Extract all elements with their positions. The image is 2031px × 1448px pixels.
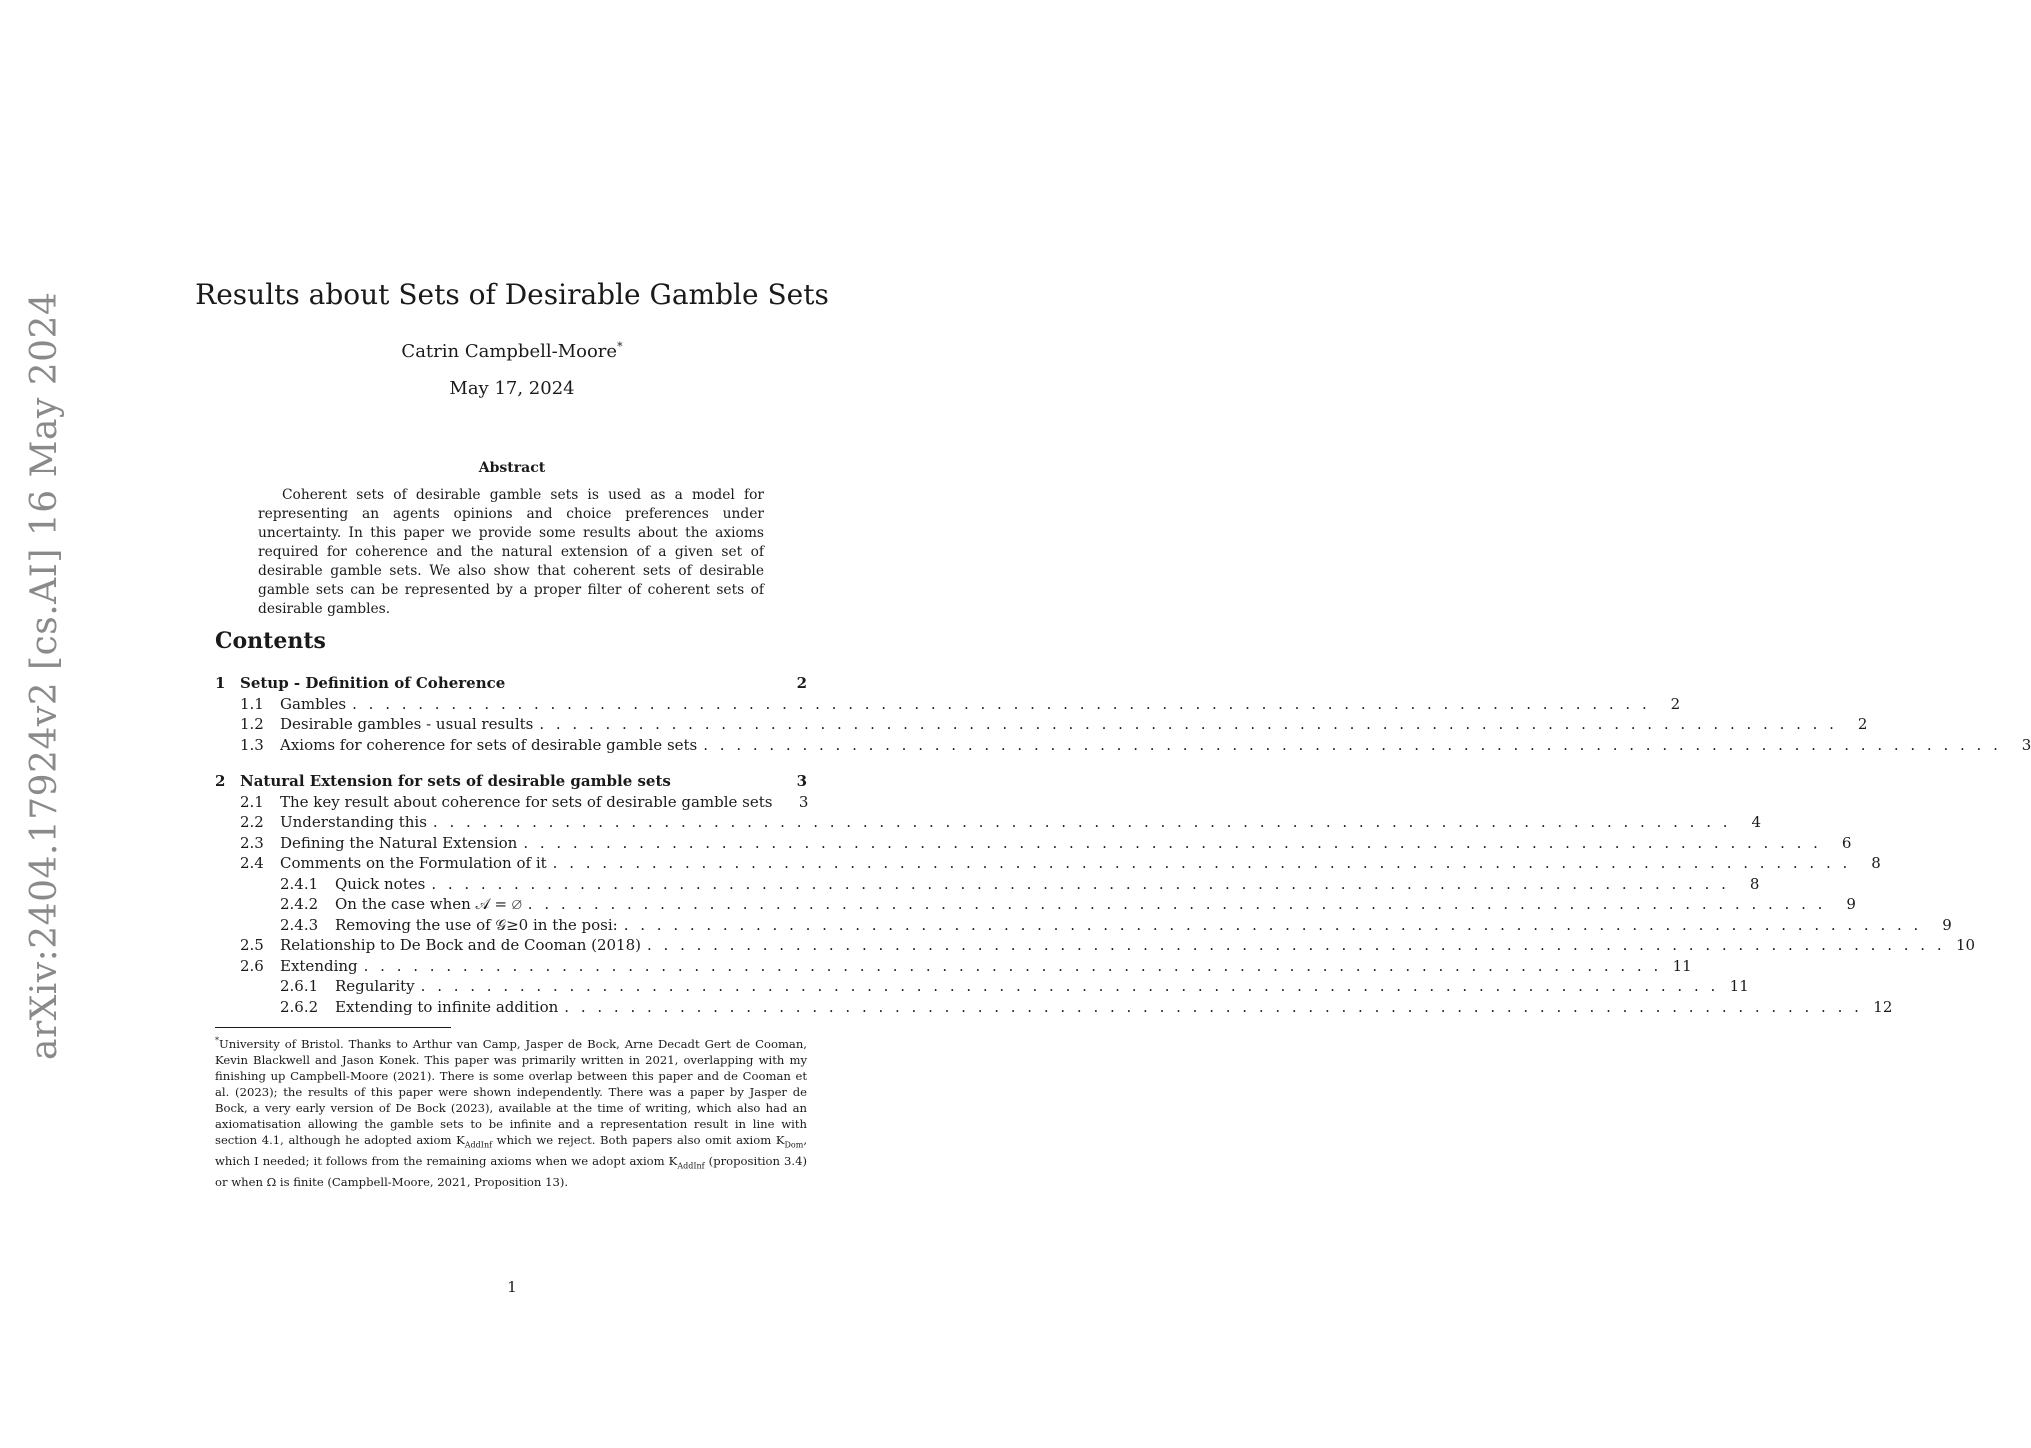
toc-page: 3 xyxy=(2021,735,2031,754)
toc-page: 2 xyxy=(1670,694,1681,713)
toc-title: Relationship to De Bock and de Cooman (2018) xyxy=(280,936,641,954)
toc-title: The key result about coherence for sets of desirable gamble sets xyxy=(280,792,773,811)
toc-entry-2-4-3[interactable] xyxy=(215,915,1952,937)
toc-leader xyxy=(352,695,1650,713)
toc-page: 3 xyxy=(796,772,807,790)
toc-number: 2.2 xyxy=(240,813,264,831)
toc-leader xyxy=(703,736,2001,754)
footnote-sub-2: Dom xyxy=(784,1140,804,1150)
toc-number: 1.3 xyxy=(240,735,264,754)
toc-page: 12 xyxy=(1873,997,1893,1016)
toc-leader xyxy=(539,715,1837,733)
table-of-contents xyxy=(215,674,2031,1018)
toc-leader xyxy=(523,834,1821,852)
toc-title: On the case when 𝒜 = ∅ xyxy=(335,895,522,913)
toc-title: Quick notes xyxy=(335,874,426,893)
footnote-text-4: (proposition 3.4) or when Ω is finite (Campbell-Moore, 2021, Proposition 13). xyxy=(215,1154,807,1190)
toc-number: 2.6.2 xyxy=(280,997,319,1016)
footnote-text-2: which we reject. Both papers also omit axiom K xyxy=(492,1132,785,1147)
toc-entry-2-6[interactable] xyxy=(215,956,1692,978)
toc-number: 2 xyxy=(215,772,226,790)
toc-title: Desirable gambles - usual results xyxy=(280,715,534,733)
toc-title: Natural Extension for sets of desirable gamble sets xyxy=(240,772,671,790)
toc-number: 2.3 xyxy=(240,833,264,852)
toc-leader xyxy=(624,916,1922,934)
toc-page: 8 xyxy=(1871,854,1881,872)
abstract-heading: Abstract xyxy=(478,460,546,476)
toc-title: Extending to infinite addition xyxy=(335,997,559,1016)
toc-title: Regularity xyxy=(335,977,415,995)
toc-page: 4 xyxy=(1751,813,1761,831)
toc-page: 2 xyxy=(796,674,807,692)
toc-number: 1 xyxy=(215,674,226,692)
toc-entry-2[interactable] xyxy=(215,772,807,793)
toc-entry-1[interactable] xyxy=(215,674,807,695)
toc-entry-1-1[interactable] xyxy=(215,694,1681,716)
toc-page: 6 xyxy=(1841,833,1852,852)
toc-page: 9 xyxy=(1846,895,1856,913)
toc-entry-2-6-2[interactable] xyxy=(215,997,1893,1019)
abstract-body: Coherent sets of desirable gamble sets is used as a model for representing an agents opinions and choice preferences under uncertainty. In this paper we provide some results about the axioms required for coherence and the natural extension of a given set of desirable gamble sets. We also show that coherent sets of desirable gamble sets can be represented by a proper filter of coherent sets of desirable gambles. xyxy=(258,487,764,617)
toc-page: 3 xyxy=(798,792,809,811)
toc-number: 2.4.1 xyxy=(280,874,319,893)
toc-entry-2-4[interactable] xyxy=(215,854,1881,875)
toc-title: Defining the Natural Extension xyxy=(280,833,518,852)
toc-entry-2-4-1[interactable] xyxy=(215,874,1760,896)
toc-entry-2-4-2[interactable] xyxy=(215,895,1856,916)
toc-number: 2.6.1 xyxy=(280,977,319,995)
toc-entry-2-2[interactable] xyxy=(215,813,1761,834)
toc-number: 1.1 xyxy=(240,694,264,713)
paper-title: Results about Sets of Desirable Gamble Sets xyxy=(195,278,829,311)
toc-page: 11 xyxy=(1729,977,1749,995)
toc-page: 9 xyxy=(1942,915,1952,934)
toc-title: Gambles xyxy=(280,694,347,713)
author-name: Catrin Campbell-Moore xyxy=(401,341,618,362)
toc-leader xyxy=(528,895,1826,913)
paper-date: May 17, 2024 xyxy=(449,378,575,399)
toc-title: Setup - Definition of Coherence xyxy=(240,674,506,692)
footnote-text-1: University of Bristol. Thanks to Arthur van Camp, Jasper de Bock, Arne Decadt Gert de Cooman, Kevin Blackwell and Jason Konek. This paper was primarily written in 2021, overlapping with my finishing up Campbell-Moore (2021). There is some overlap between this paper and de Cooman et al. (2023); the results of this paper were shown independently. There was a paper by Jasper de Bock, a very early version of De Bock (2023), available at the time of writing, which also had an axiomatisation allowing the gamble sets to be infinite and a representation result in line with section 4.1, although he adopted axiom K xyxy=(215,1036,807,1147)
toc-entry-2-1[interactable] xyxy=(215,793,807,814)
author-footnote-mark[interactable]: * xyxy=(617,340,623,353)
arxiv-stamp: arXiv:2404.17924v2 [cs.AI] 16 May 2024 xyxy=(24,291,65,1060)
toc-number: 2.5 xyxy=(240,936,264,954)
toc-title: Axioms for coherence for sets of desirable gamble sets xyxy=(280,735,698,754)
footnote-rule xyxy=(215,1027,451,1028)
toc-number: 2.1 xyxy=(240,792,264,811)
footnote-sub-3: AddInf xyxy=(677,1161,705,1171)
toc-title: Comments on the Formulation of it xyxy=(280,854,547,872)
footnote-sub-1: AddInf xyxy=(464,1140,493,1150)
toc-title: Removing the use of 𝒢≥0 in the posi: xyxy=(335,915,618,934)
toc-number: 2.4.3 xyxy=(280,915,319,934)
toc-title: Extending xyxy=(280,956,358,975)
toc-page: 2 xyxy=(1857,715,1868,733)
toc-page: 8 xyxy=(1749,874,1760,893)
toc-leader xyxy=(647,936,1945,954)
toc-number: 1.2 xyxy=(240,715,264,733)
toc-leader xyxy=(364,957,1662,975)
author-line xyxy=(0,340,1024,362)
toc-entry-2-5[interactable] xyxy=(215,936,1976,957)
footnote-text-3: , which I needed; it follows from the remaining axioms when we adopt axiom K xyxy=(215,1132,807,1169)
toc-page: 11 xyxy=(1672,956,1692,975)
toc-title: Understanding this xyxy=(280,813,427,831)
footnote-mark: * xyxy=(215,1036,219,1045)
toc-entry-2-6-1[interactable] xyxy=(215,977,1749,998)
toc-leader xyxy=(421,977,1719,995)
toc-number: 2.6 xyxy=(240,956,264,975)
toc-leader xyxy=(553,854,1851,872)
toc-entry-1-3[interactable] xyxy=(215,735,2031,757)
contents-heading: Contents xyxy=(215,628,326,654)
toc-entry-2-3[interactable] xyxy=(215,833,1852,855)
toc-leader xyxy=(431,875,1729,893)
page-number: 1 xyxy=(507,1278,517,1296)
toc-number: 2.4 xyxy=(240,854,264,872)
toc-entry-1-2[interactable] xyxy=(215,715,1868,736)
toc-leader xyxy=(564,998,1862,1016)
toc-leader xyxy=(433,813,1731,831)
toc-number: 2.4.2 xyxy=(280,895,319,913)
footnote xyxy=(215,1033,807,1190)
toc-page: 10 xyxy=(1956,936,1976,954)
